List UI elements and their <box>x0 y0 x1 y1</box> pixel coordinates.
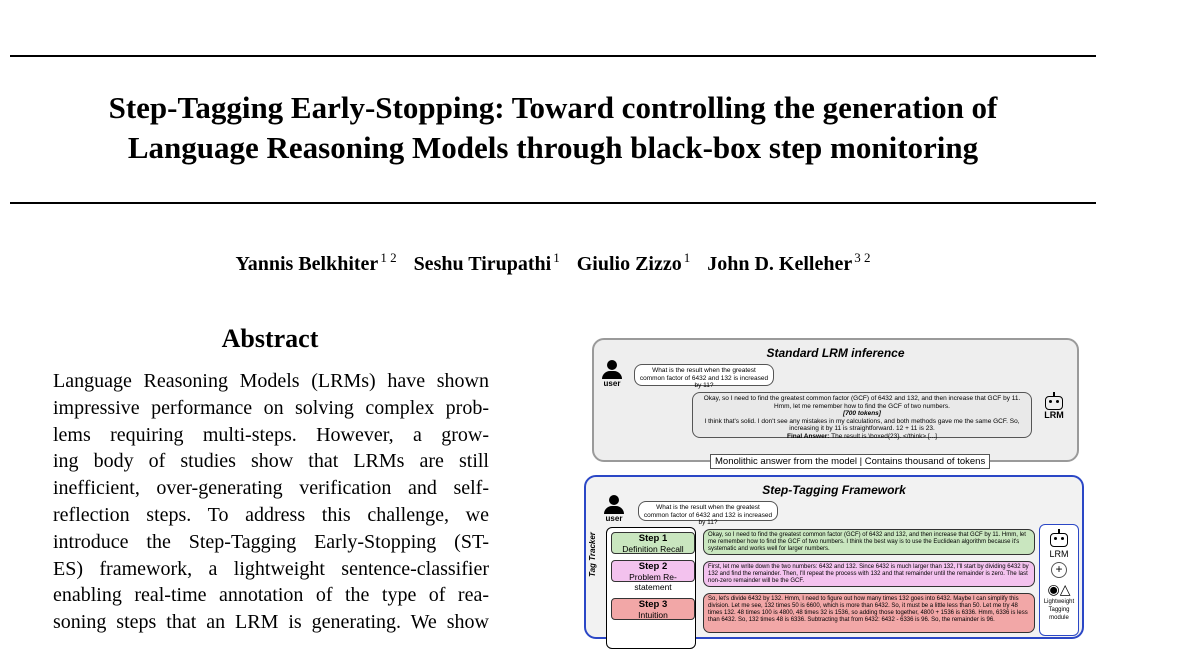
monolithic-caption: Monolithic answer from the model | Contains thousand of tokens <box>710 454 990 469</box>
step-tagging-title: Step-Tagging Framework <box>762 483 906 497</box>
plus-icon: + <box>1051 562 1067 578</box>
final-answer-label: Final Answer: <box>787 432 830 440</box>
abstract-heading: Abstract <box>221 324 319 353</box>
answer-text-2: I think that's solid. I don't see any mistakes in my calculations, and both methods gave me the same GCF. So, increasing it by 11 is straightforward. 12 + 11 is 23. <box>704 417 1020 432</box>
user-icon <box>600 360 624 388</box>
abstract-line: lems requiring multi-steps. However, a grow- <box>53 423 489 446</box>
author <box>707 250 871 275</box>
author-affiliation: 1 2 <box>380 250 397 265</box>
step-tag-3 <box>611 598 695 620</box>
title-line-1: Step-Tagging Early-Stopping: Toward controlling the generation of <box>108 90 998 125</box>
title-line-2: Language Reasoning Models through black-box step monitoring <box>127 130 979 165</box>
author-affiliation: 3 2 <box>854 250 871 265</box>
abstract-line: impressive performance on solving complex prob- <box>53 396 489 419</box>
bottom-rule <box>10 202 1096 204</box>
abstract-line: enabling real-time annotation of the type of rea- <box>53 584 489 607</box>
abstract-line: introduce the Step-Tagging Early-Stopping (ST- <box>53 530 489 553</box>
author-name: John D. Kelleher <box>707 252 853 275</box>
standard-inference-panel <box>592 338 1079 467</box>
token-count: [700 tokens] <box>843 410 881 417</box>
author <box>576 250 691 275</box>
paper-title <box>10 88 1096 168</box>
abstract-line: reflection steps. To address this challenge, we <box>53 503 489 526</box>
tagging-module-icon: ◉△ <box>1047 581 1071 597</box>
user-question-bubble: What is the result when the greatest common factor of 6432 and 132 is increased by 11? <box>638 501 778 521</box>
reasoning-step-2: First, let me write down the two numbers: 6432 and 132. Since 6432 is much larger than 132, I'll start by dividing 6432 by 132 and find the remainder. Then, I'll repeat the process with 132 and that remainder until the remainder is zero. The last non-zero remainder will be the GCF. <box>703 561 1035 587</box>
robot-icon <box>1040 529 1078 547</box>
robot-icon <box>1040 392 1068 420</box>
user-question-bubble: What is the result when the greatest common factor of 6432 and 132 is increased by 11? <box>634 364 774 386</box>
reasoning-step-3: So, let's divide 6432 by 132. Hmm, I need to figure out how many times 132 goes into 6432. Maybe I can simplify this division. Let me see, 132 times 50 is 6600, which is more than 6432. So, it must be a little less than 50. Let me try 48 times 132. 48 times 100 is 4800, 48 times 32 is 1536, so adding those together, 4800 + 1536 is 6336. Hmm, 6336 is less than 6432. So, 132 times 48 is 6336. Subtracting that from 6432: 6432 - 6336 is 96. So, the remainder is 96. <box>703 593 1035 633</box>
lrm-label: LRM <box>1044 410 1064 420</box>
abstract-body <box>53 368 489 636</box>
author-name: Giulio Zizzo <box>576 252 682 275</box>
author <box>235 250 397 275</box>
reasoning-step-1: Okay, so I need to find the greatest common factor (GCF) of 6432 and 132, and then increase that GCF by 11. Hmm, let me remember how to find the GCF of two numbers. I think the best way is to use the Euclidean algorithm because it's systematic and works well for larger numbers. <box>703 529 1035 555</box>
step-name: Step 3 <box>638 599 668 610</box>
step-name: Step 2 <box>638 561 668 572</box>
user-label: user <box>605 514 623 523</box>
tagging-module-label: Lightweight Tagging module <box>1043 599 1075 621</box>
author-name: Yannis Belkhiter <box>235 252 379 275</box>
abstract-line: ES) framework, a lightweight sentence-classifier <box>53 557 489 580</box>
user-label: user <box>603 379 621 388</box>
author <box>413 250 560 275</box>
model-answer-bubble <box>692 392 1032 438</box>
final-answer-text: The result is \boxed{23}. </think> [...] <box>831 432 937 440</box>
answer-text: Okay, so I need to find the greatest common factor (GCF) of 6432 and 132, and then increase that GCF by 11. Hmm, let me remember how to find the GCF of two numbers. <box>703 395 1021 410</box>
abstract-line: soning steps that an LRM is generating. We show <box>53 611 489 634</box>
tag-tracker-label: Tag Tracker <box>588 532 597 577</box>
step-type: Definition Recall <box>622 544 684 554</box>
step-tag-1 <box>611 532 695 554</box>
lrm-label: LRM <box>1049 549 1069 559</box>
step-type: Problem Re-statement <box>629 572 677 592</box>
abstract-line: ing body of studies show that LRMs are still <box>53 450 489 473</box>
figure-1 <box>583 336 1088 630</box>
author-name: Seshu Tirupathi <box>413 252 552 275</box>
user-icon <box>602 495 626 523</box>
standard-inference-title: Standard LRM inference <box>766 346 905 360</box>
lrm-tagging-panel <box>1039 524 1079 636</box>
abstract-line: Language Reasoning Models (LRMs) have shown <box>53 370 489 392</box>
author-affiliation: 1 <box>553 250 560 265</box>
step-name: Step 1 <box>638 533 668 544</box>
tag-tracker <box>606 527 696 649</box>
author-affiliation: 1 <box>683 250 691 265</box>
step-type: Intuition <box>638 610 668 620</box>
abstract-line: inefficient, over-generating verification and self- <box>53 477 489 500</box>
step-tag-2 <box>611 560 695 592</box>
author-list <box>10 250 1096 276</box>
top-rule <box>10 55 1096 57</box>
step-tagging-panel <box>584 475 1084 639</box>
